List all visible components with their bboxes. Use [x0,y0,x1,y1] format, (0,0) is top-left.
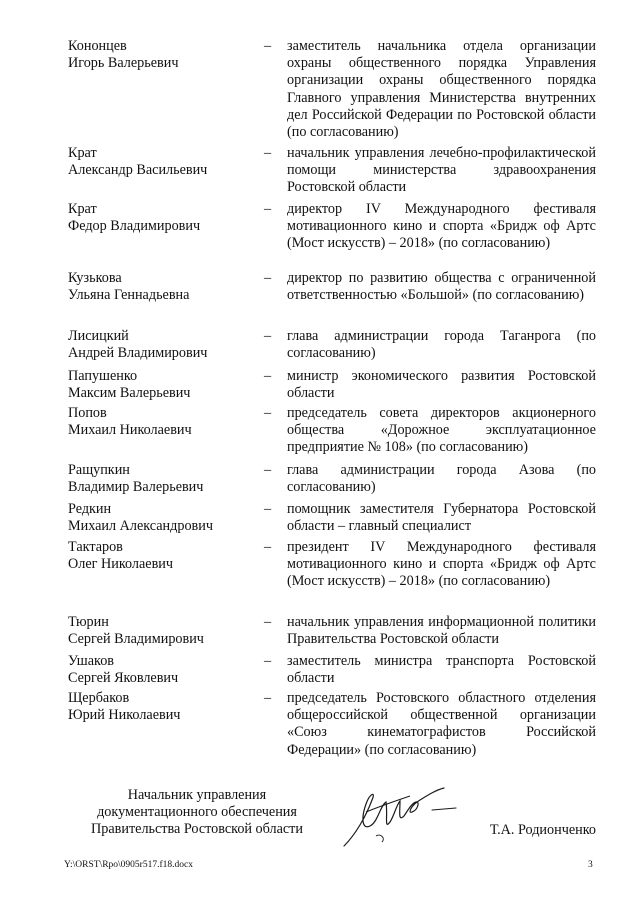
signatory-title [68,787,326,839]
member-given-names: Федор Владимирович [68,218,201,235]
member-name [68,405,258,439]
member-surname: Крат [68,201,97,217]
member-surname: Редкин [68,501,112,517]
member-surname: Ушаков [68,653,114,669]
member-name [68,539,258,573]
member-name [68,328,258,362]
member-name [68,368,258,402]
member-given-names: Михаил Николаевич [68,422,192,439]
dash-separator: – [264,368,272,384]
dash-separator: – [264,614,272,630]
member-position: глава администрации города Азова (по согласованию) [287,462,596,496]
dash-separator: – [264,539,272,555]
member-position: председатель совета директоров акционерного общества «Дорожное эксплуатационное предприятие № 108» (по согласованию) [287,405,596,456]
member-position: начальник управления лечебно-профилактической помощи министерства здравоохранения Ростовской области [287,145,596,196]
member-surname: Папушенко [68,368,138,384]
member-name [68,38,258,72]
member-surname: Крат [68,145,97,161]
member-position: глава администрации города Таганрога (по согласованию) [287,328,596,362]
member-position: директор IV Международного фестиваля мотивационного кино и спорта «Бридж оф Артс (Мост искусств) – 2018» (по согласованию) [287,201,596,252]
member-position: президент IV Международного фестиваля мотивационного кино и спорта «Бридж оф Артс (Мост искусств) – 2018» (по согласованию) [287,539,596,590]
member-surname: Тактаров [68,539,123,555]
dash-separator: – [264,690,272,706]
dash-separator: – [264,501,272,517]
member-surname: Попов [68,405,107,421]
member-given-names: Александр Васильевич [68,162,208,179]
member-given-names: Игорь Валерьевич [68,55,179,72]
signer-name: Т.А. Родионченко [489,822,596,838]
member-position: министр экономического развития Ростовской области [287,368,596,402]
member-given-names: Михаил Александрович [68,518,213,535]
member-name [68,690,258,724]
member-given-names: Юрий Николаевич [68,707,181,724]
member-name [68,145,258,179]
member-name [68,501,258,535]
member-position: директор по развитию общества с ограниченной ответственностью «Большой» (по согласованию) [287,270,596,304]
page-number: 3 [588,860,593,870]
dash-separator: – [264,328,272,344]
member-surname: Кузькова [68,270,122,286]
member-given-names: Владимир Валерьевич [68,479,204,496]
signatory-title-line: документационного обеспечения [97,804,297,821]
dash-separator: – [264,145,272,161]
signatory-title-line: Начальник управления [127,787,267,803]
member-given-names: Сергей Владимирович [68,631,204,648]
signatory-title-line: Правительства Ростовской области [91,821,303,838]
member-name [68,270,258,304]
dash-separator: – [264,38,272,54]
member-given-names: Максим Валерьевич [68,385,191,402]
member-given-names: Ульяна Геннадьевна [68,287,190,304]
member-position: заместитель министра транспорта Ростовской области [287,653,596,687]
file-path-footer: Y:\ORST\Rpo\0905r517.f18.docx [64,860,193,870]
handwritten-signature [336,786,460,852]
member-name [68,201,258,235]
member-given-names: Андрей Владимирович [68,345,208,362]
member-given-names: Олег Николаевич [68,556,174,573]
member-name [68,614,258,648]
dash-separator: – [264,462,272,478]
member-position: начальник управления информационной политики Правительства Ростовской области [287,614,596,648]
member-surname: Ращупкин [68,462,130,478]
member-position: заместитель начальника отдела организации охраны общественного порядка Управления организации охраны общественного порядка Главного управления Министерства внутренних дел Российской Федерации по Ростовской области (по согласованию) [287,38,596,141]
dash-separator: – [264,653,272,669]
member-surname: Тюрин [68,614,109,630]
member-position: помощник заместителя Губернатора Ростовской области – главный специалист [287,501,596,535]
member-position: председатель Ростовского областного отделения общероссийской общественной организации «Союз кинематографистов Российской Федерации» (по согласованию) [287,690,596,758]
member-given-names: Сергей Яковлевич [68,670,179,687]
dash-separator: – [264,405,272,421]
dash-separator: – [264,201,272,217]
member-surname: Кононцев [68,38,127,54]
member-surname: Лисицкий [68,328,129,344]
member-surname: Щербаков [68,690,130,706]
member-name [68,653,258,687]
member-name [68,462,258,496]
dash-separator: – [264,270,272,286]
